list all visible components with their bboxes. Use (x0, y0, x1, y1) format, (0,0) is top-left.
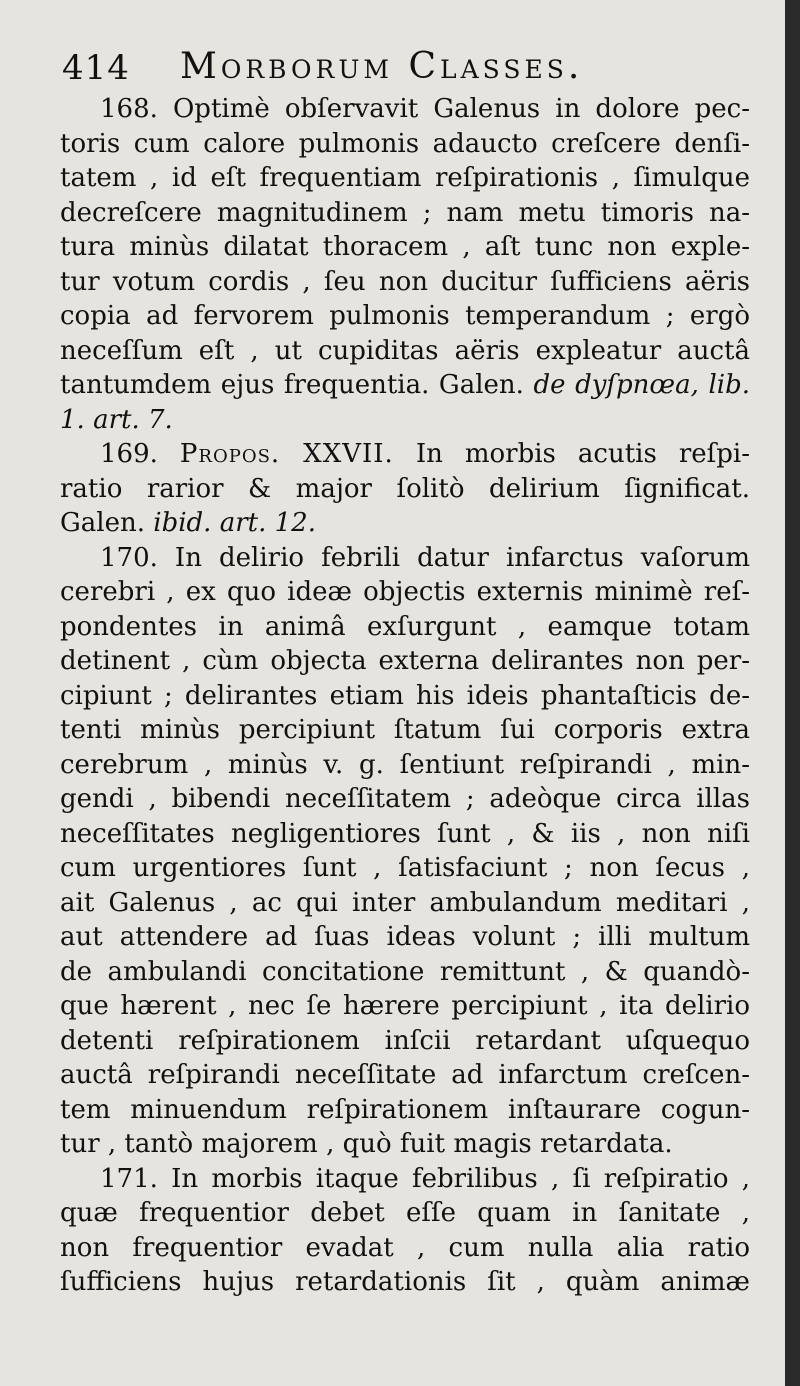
page-number: 414 (62, 48, 130, 88)
text-line: detinent , cùm objecta externa delirantes non per- (60, 646, 750, 676)
paragraph-number: 169. (100, 439, 158, 469)
text-line: non frequentior evadat , cum nulla alia ratio (60, 1232, 750, 1263)
text-line: quæ frequentior debet eſſe quam in ſanitate , (60, 1198, 750, 1228)
text-line: 171. In morbis itaque febrilibus , ſi reſpiratio , (100, 1163, 750, 1194)
citation-reference: 1. art. 7. (60, 404, 173, 435)
text-line: cerebrum , minùs v. g. ſentiunt reſpirandi , min- (60, 749, 750, 780)
text-line: gendi , bibendi neceſſitatem ; adeòque circa illas (60, 784, 750, 814)
text-line: cum urgentiores ſunt , ſatisfaciunt ; non ſecus , (60, 853, 750, 883)
text-line: copia ad fervorem pulmonis temperandum ; ergò (60, 301, 750, 331)
text-line: ratio rarior & major ſolitò delirium ſignificat. (60, 473, 750, 504)
page-edge (785, 0, 800, 1386)
citation-reference: de dyſpnœa, lib. (533, 370, 750, 400)
text-line: neceſſum eſt , ut cupiditas aëris expleatur auctâ (60, 335, 750, 366)
text-line: auctâ reſpirandi neceſſitate ad infarctum creſcen- (60, 1060, 750, 1090)
proposition-text: In morbis acutis reſpi- (415, 439, 750, 469)
text-line: toris cum calore pulmonis adaucto creſcere denſi- (60, 128, 750, 159)
text-line: pondentes in animâ exſurgunt , eamque totam (60, 611, 750, 642)
text-line: tenti minùs percipiunt ſtatum ſui corporis extra (60, 715, 750, 745)
text-line (60, 437, 750, 472)
text-line: ait Galenus , ac qui inter ambulandum meditari , (60, 887, 750, 918)
citation-text: tantumdem ejus frequentia. Galen. (60, 370, 524, 400)
text-line: 170. In delirio febrili datur infarctus vaſorum (100, 542, 750, 573)
text-line: de ambulandi concitatione remittunt , & quandò- (60, 956, 750, 987)
citation-reference: ibid. art. 12. (153, 508, 316, 538)
text-line (60, 403, 750, 438)
citation-text: Galen. (60, 508, 145, 538)
text-line: aut attendere ad ſuas ideas volunt ; illi multum (60, 922, 750, 952)
text-line (60, 368, 750, 403)
text-line: cerebri , ex quo ideæ objectis externis minimè reſ- (60, 577, 750, 607)
text-line: tur , tantò majorem , quò fuit magis retardata. (60, 1129, 673, 1159)
text-line: cipiunt ; delirantes etiam his ideis phantaſticis de- (60, 680, 750, 711)
text-line: ſufficiens hujus retardationis ſit , quàm animæ (60, 1267, 750, 1297)
text-line: detenti reſpirationem inſcii retardant uſquequo (60, 1025, 750, 1056)
text-line: neceſſitates negligentiores ſunt , & iis , non niſi (60, 818, 750, 849)
text-line: 168. Optimè obſervavit Galenus in dolore pec- (100, 94, 750, 124)
text-line: tatem , id eſt frequentiam reſpirationis , ſimulque (60, 163, 750, 193)
proposition-label: Propos. XXVII. (179, 439, 394, 469)
text-line: tem minuendum reſpirationem inſtaurare cogun- (60, 1094, 750, 1125)
text-line: tur votum cordis , ſeu non ducitur ſufficiens aëris (60, 266, 750, 297)
running-title: Morborum Classes. (180, 46, 584, 87)
text-line: que hærent , nec ſe hærere percipiunt , ita delirio (60, 991, 750, 1021)
page-header (60, 40, 760, 100)
text-line: decreſcere magnitudinem ; nam metu timoris na- (60, 197, 750, 228)
text-line: tura minùs dilatat thoracem , aſt tunc non exple- (60, 232, 750, 262)
text-line (60, 506, 750, 541)
body-text (60, 92, 750, 1300)
